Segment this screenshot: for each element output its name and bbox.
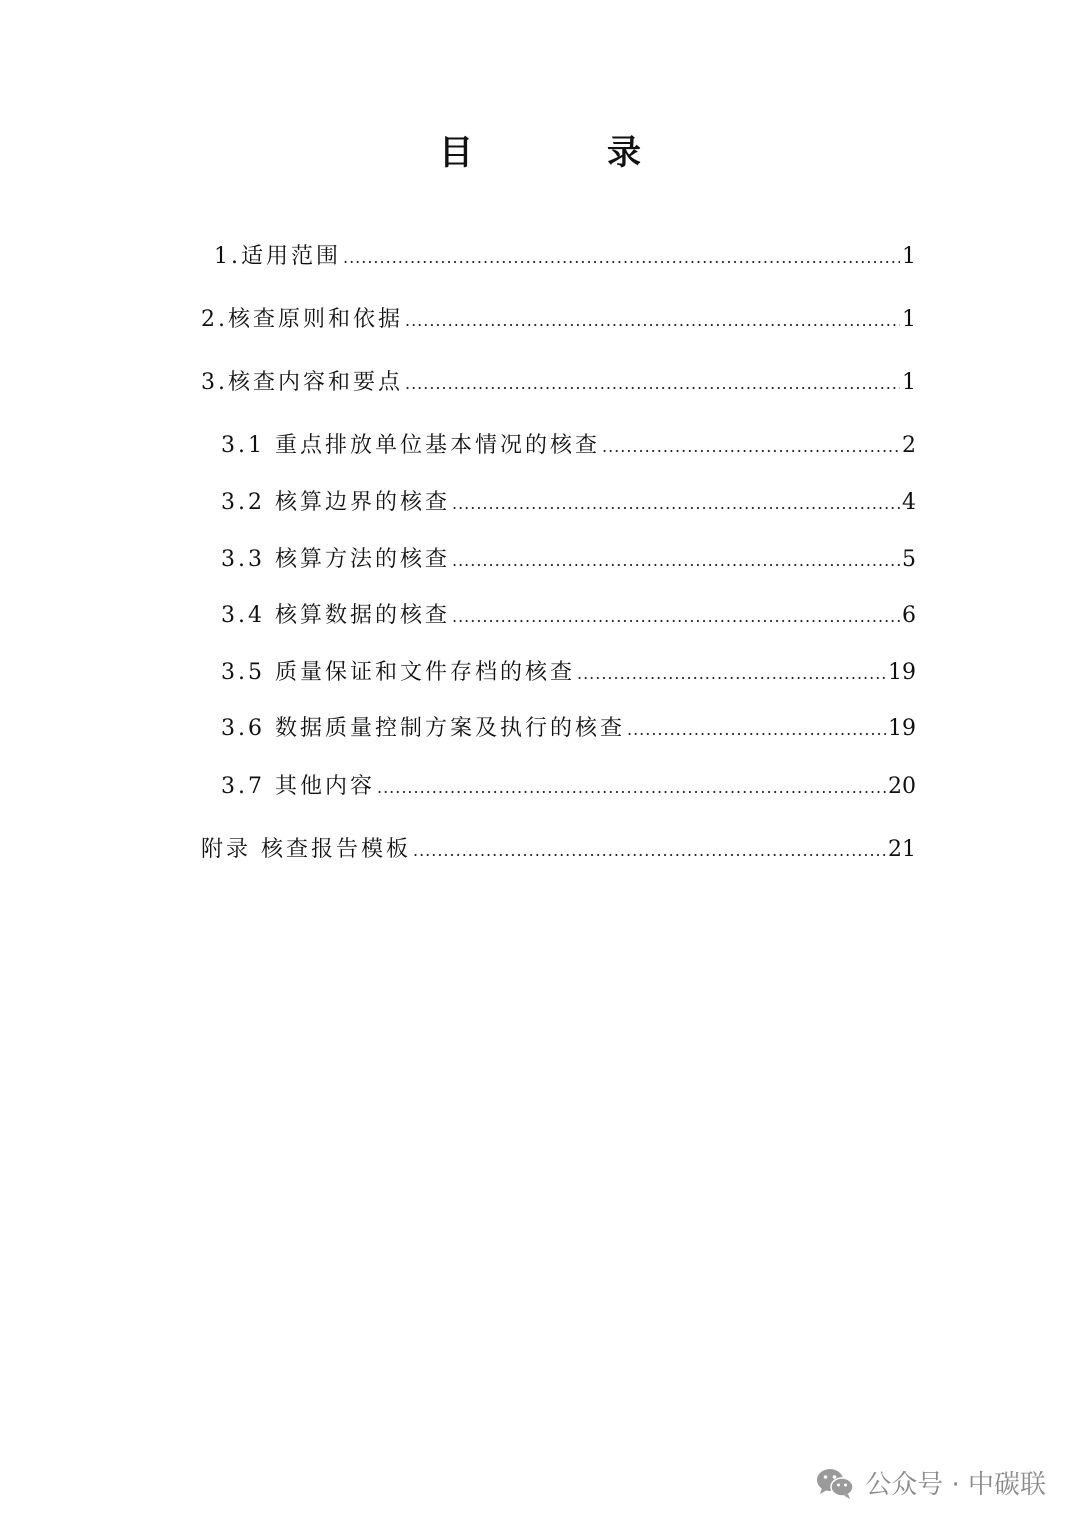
toc-leader-dots — [627, 715, 886, 745]
toc-leader-dots — [405, 369, 900, 399]
toc-item-page: 6 — [902, 603, 916, 628]
toc-item-label: 附录 核查报告模板 — [201, 837, 411, 862]
toc-item-3-3[interactable] — [221, 545, 916, 575]
toc-item-page: 21 — [888, 837, 916, 862]
toc-item-label: 3.4 核算数据的核查 — [221, 603, 450, 628]
toc-item-3-7[interactable] — [221, 772, 916, 802]
toc-item-label: 3.1 重点排放单位基本情况的核查 — [221, 433, 600, 458]
toc-leader-dots — [405, 306, 900, 336]
toc-item-label: 3.2 核算边界的核查 — [221, 490, 450, 515]
toc-item-2[interactable] — [201, 305, 916, 335]
toc-leader-dots — [377, 773, 886, 803]
toc-item-3-1[interactable] — [221, 431, 916, 461]
toc-item-label: 3.5 质量保证和文件存档的核查 — [221, 660, 575, 685]
watermark — [815, 1464, 1046, 1501]
toc-leader-dots — [452, 602, 900, 632]
toc-leader-dots — [452, 546, 900, 576]
toc-item-label: 2.核查原则和依据 — [201, 307, 403, 332]
toc-item-page: 20 — [888, 774, 916, 799]
toc-item-label: 3.3 核算方法的核查 — [221, 547, 450, 572]
toc-item-page: 19 — [888, 660, 916, 685]
toc-leader-dots — [343, 243, 900, 273]
wechat-icon — [815, 1466, 855, 1500]
watermark-text: 公众号 · 中碳联 — [865, 1470, 1046, 1500]
toc-leader-dots — [602, 432, 900, 462]
toc-item-page: 2 — [902, 433, 916, 458]
toc-item-page: 1 — [902, 307, 916, 332]
toc-leader-dots — [413, 836, 886, 866]
toc-item-3-5[interactable] — [221, 658, 916, 688]
toc-item-3-4[interactable] — [221, 601, 916, 631]
toc-item-appendix[interactable] — [201, 835, 916, 865]
toc-item-3[interactable] — [201, 368, 916, 398]
toc-item-page: 4 — [902, 490, 916, 515]
toc-leader-dots — [577, 659, 886, 689]
toc-leader-dots — [452, 489, 900, 519]
toc-item-page: 5 — [902, 547, 916, 572]
toc-item-label: 1.适用范围 — [214, 244, 341, 269]
toc-item-page: 19 — [888, 716, 916, 741]
toc-item-label: 3.核查内容和要点 — [201, 370, 403, 395]
toc-item-label: 3.7 其他内容 — [221, 774, 375, 799]
toc-item-label: 3.6 数据质量控制方案及执行的核查 — [221, 716, 625, 741]
toc-item-page: 1 — [902, 244, 916, 269]
toc-item-3-6[interactable] — [221, 714, 916, 744]
toc-item-1[interactable] — [214, 242, 916, 272]
toc-item-page: 1 — [902, 370, 916, 395]
toc-item-3-2[interactable] — [221, 488, 916, 518]
page-title: 目 录 — [439, 133, 691, 173]
